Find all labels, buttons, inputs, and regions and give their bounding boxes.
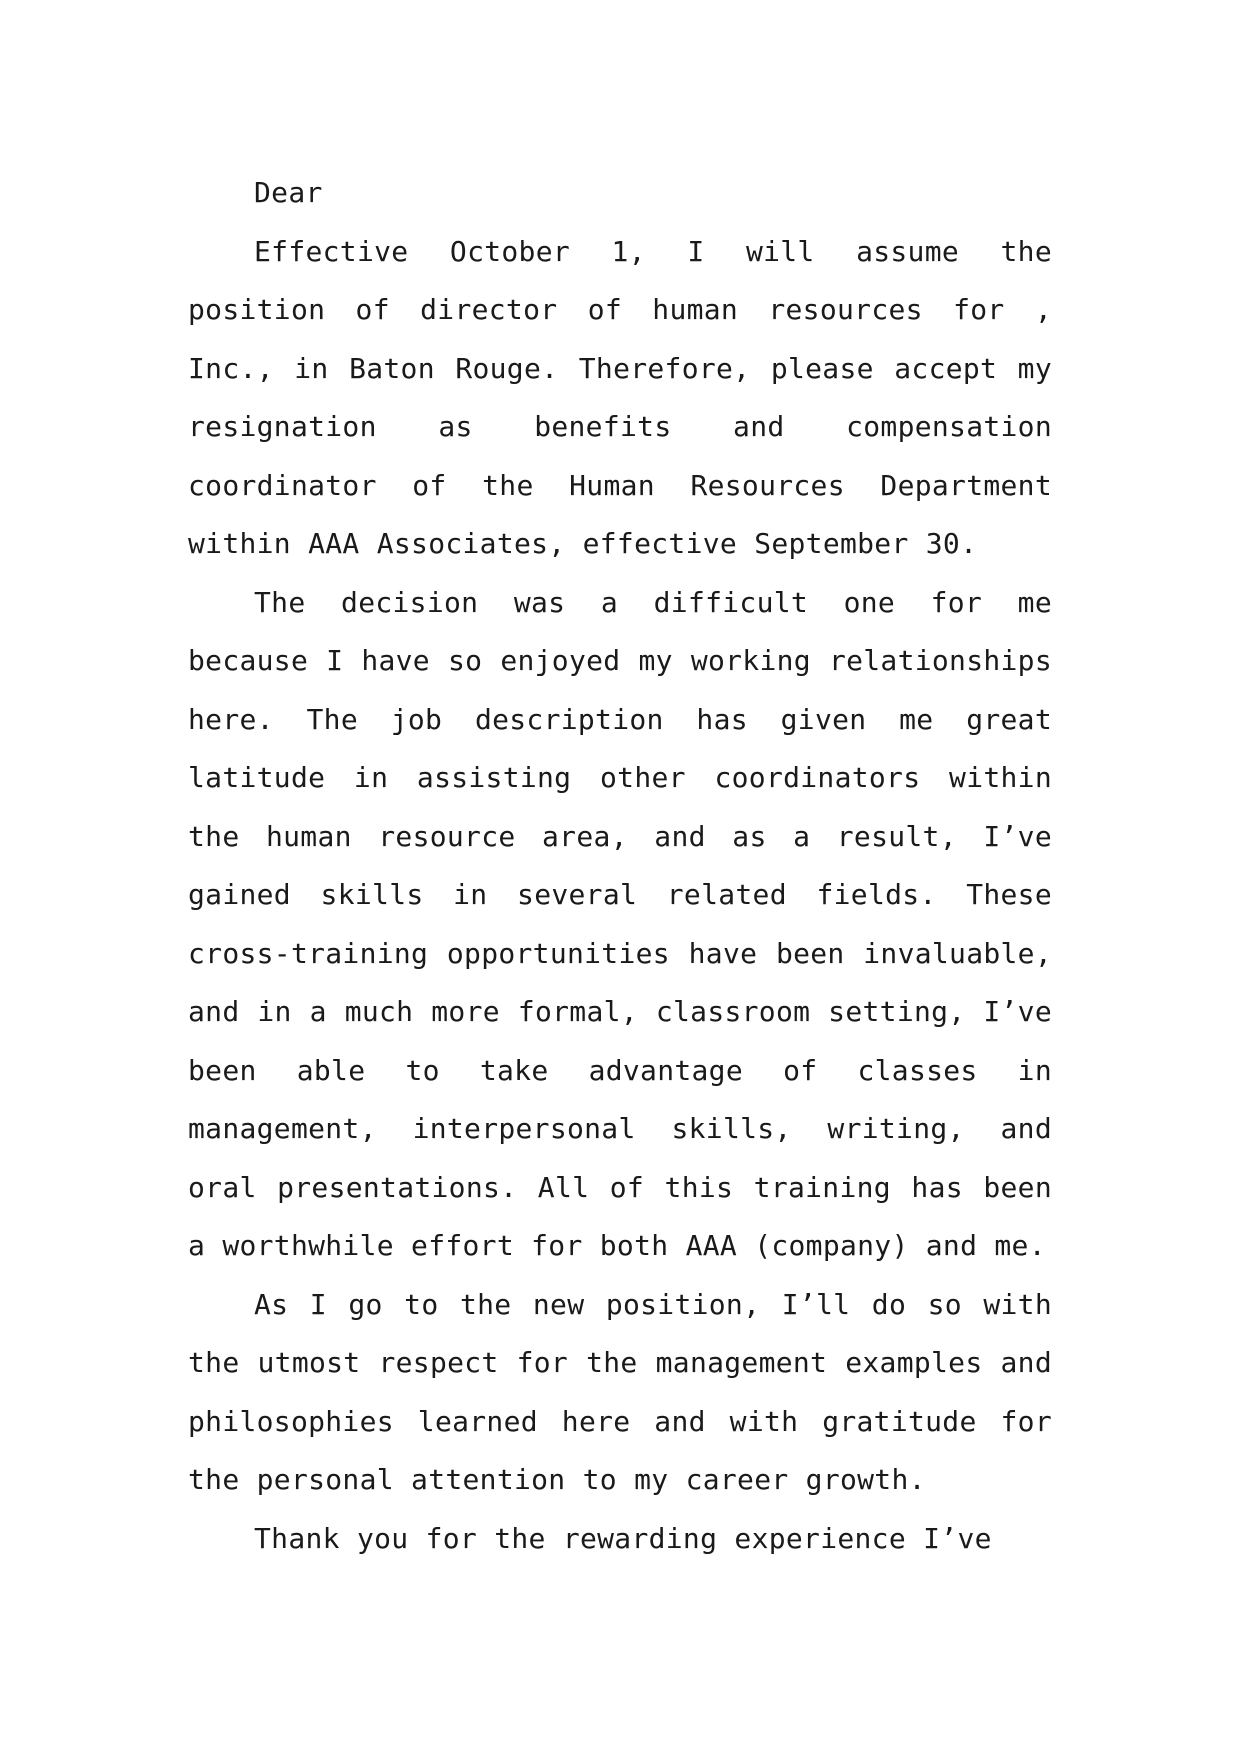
paragraph-decision: The decision was a difficult one for me because I have so enjoyed my working relationships here. The job description has given me great latitude in assisting other coordinators within the human resource area, and as a result, I’ve gained skills in several related fields. These cross-training opportunities have been invaluable, and in a much more formal, classroom setting, I’ve been able to take advantage of classes in management, interpersonal skills, writing, and oral presentations. All of this training has been a worthwhile effort for both AAA (company) and me. (188, 585, 1052, 1262)
paragraph-thanks: Thank you for the rewarding experience I’ve (254, 1521, 992, 1555)
salutation: Dear (254, 176, 323, 209)
paragraph-resignation-notice: Effective October 1, I will assume the position of director of human resources for , Inc., in Baton Rouge. Therefore, please accept my resignation as benefits and compensation coordinator of the Human Resources Department within AAA Associates, effective September 30. (188, 234, 1052, 560)
paragraph-new-position: As I go to the new position, I’ll do so with the utmost respect for the management examples and philosophies learned here and with gratitude for the personal attention to my career growth. (188, 1287, 1052, 1496)
letter-body (188, 164, 1052, 1568)
